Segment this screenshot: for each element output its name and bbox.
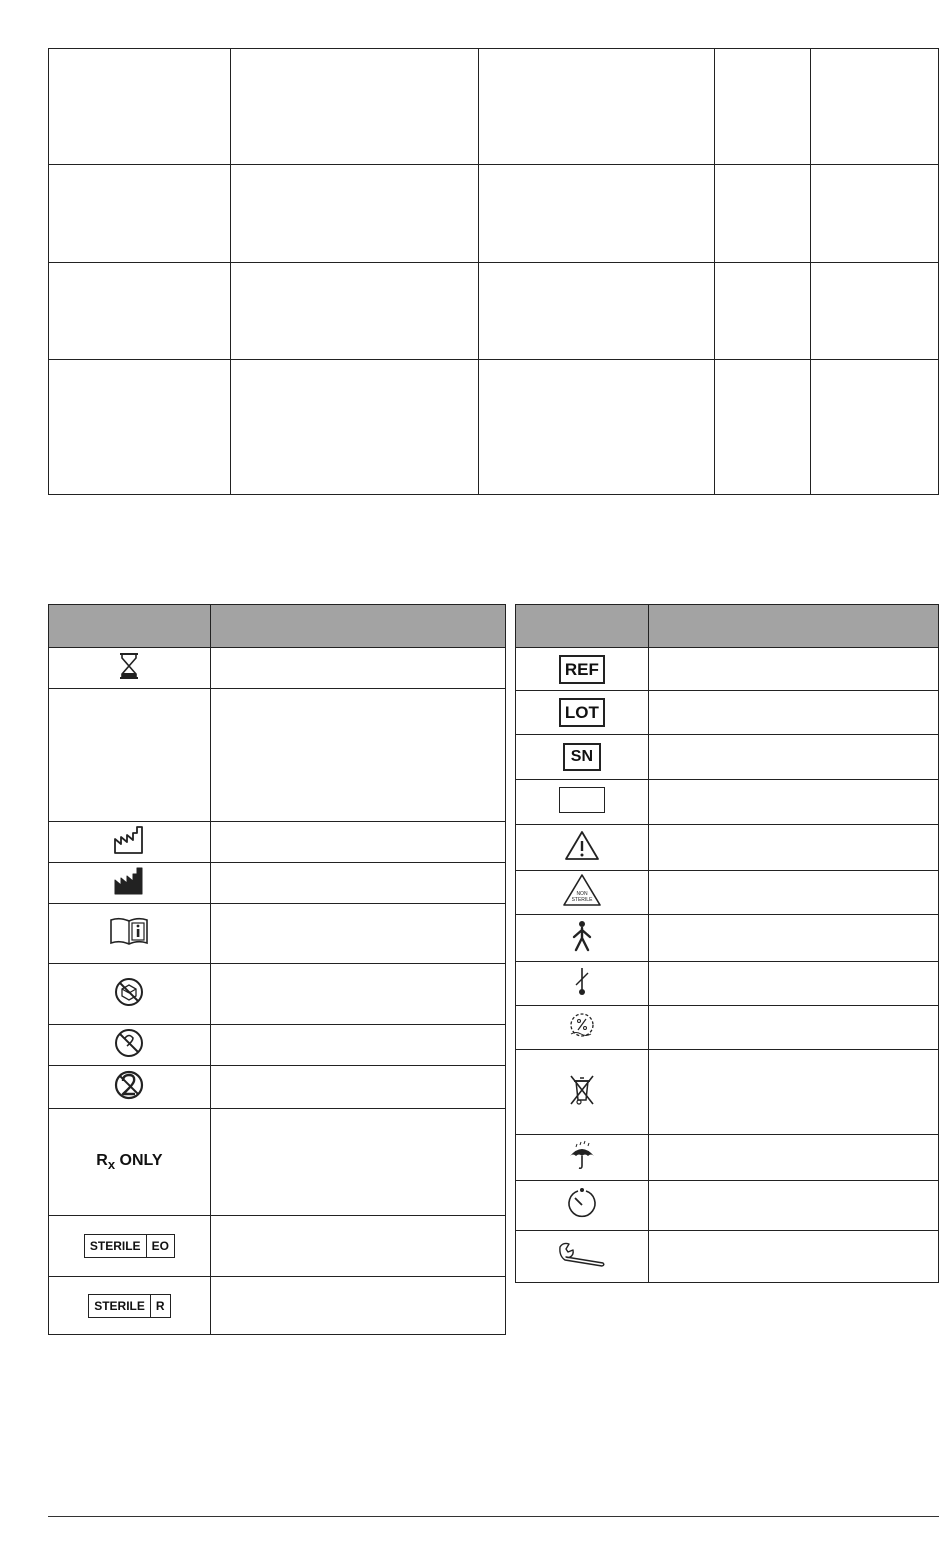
header-symbol-cell <box>49 605 211 648</box>
symbols-table-right <box>515 604 939 1283</box>
lot-icon: LOT <box>559 698 605 727</box>
temperature-limit-icon <box>572 965 592 997</box>
header-symbol-cell <box>516 605 649 648</box>
manufacturer-icon <box>113 866 145 896</box>
svg-text:NON: NON <box>576 891 588 897</box>
consult-instructions-icon <box>108 916 150 946</box>
do-not-use-if-damaged-icon <box>113 976 145 1008</box>
table-row <box>516 915 939 962</box>
table-header-row <box>49 605 506 648</box>
table-row <box>516 825 939 871</box>
table-row <box>49 1025 506 1066</box>
sterile-eo-icon: STERILE EO <box>84 1234 175 1258</box>
type-b-applied-part-icon <box>570 920 594 952</box>
timer-icon <box>566 1186 598 1220</box>
table-row <box>49 689 506 822</box>
hourglass-icon <box>118 652 140 680</box>
table-row <box>516 1181 939 1231</box>
manufacture-date-icon <box>113 825 145 855</box>
table-row <box>49 822 506 863</box>
table-row <box>516 1050 939 1135</box>
do-not-resterilize-icon <box>113 1027 145 1059</box>
footer-divider <box>48 1516 939 1517</box>
ref-icon: REF <box>559 655 605 684</box>
spec-table <box>48 48 939 495</box>
table-row <box>49 1277 506 1335</box>
header-description-cell <box>648 605 938 648</box>
table-header-row <box>516 605 939 648</box>
svg-text:STERILE: STERILE <box>571 897 593 903</box>
wrench-icon <box>557 1241 607 1267</box>
sn-icon: SN <box>563 743 601 771</box>
table-row <box>49 964 506 1025</box>
table-row <box>49 1109 506 1216</box>
humidity-limit-icon <box>567 1010 597 1040</box>
table-row <box>49 863 506 904</box>
table-row <box>516 780 939 825</box>
keep-dry-icon <box>567 1139 597 1171</box>
caution-icon <box>564 829 600 861</box>
table-row <box>49 1066 506 1109</box>
rx-only-icon: $R_x$ ONLY <box>96 1151 163 1173</box>
table-row <box>49 1216 506 1277</box>
table-row <box>516 871 939 915</box>
weee-icon <box>568 1073 596 1107</box>
table-row <box>49 263 939 360</box>
table-row <box>516 1135 939 1181</box>
header-description-cell <box>210 605 505 648</box>
table-row <box>516 1231 939 1283</box>
sterile-r-icon: STERILE R <box>88 1294 170 1318</box>
do-not-reuse-icon <box>113 1069 145 1101</box>
table-row <box>516 691 939 735</box>
table-row <box>516 735 939 780</box>
table-row <box>49 904 506 964</box>
table-row <box>49 165 939 263</box>
table-row <box>49 648 506 689</box>
symbols-table-left <box>48 604 506 1335</box>
table-row <box>516 1006 939 1050</box>
blank-box-icon <box>559 787 605 813</box>
table-row <box>516 648 939 691</box>
table-row <box>49 360 939 495</box>
table-row <box>516 962 939 1006</box>
non-sterile-icon <box>562 873 602 907</box>
table-row <box>49 49 939 165</box>
